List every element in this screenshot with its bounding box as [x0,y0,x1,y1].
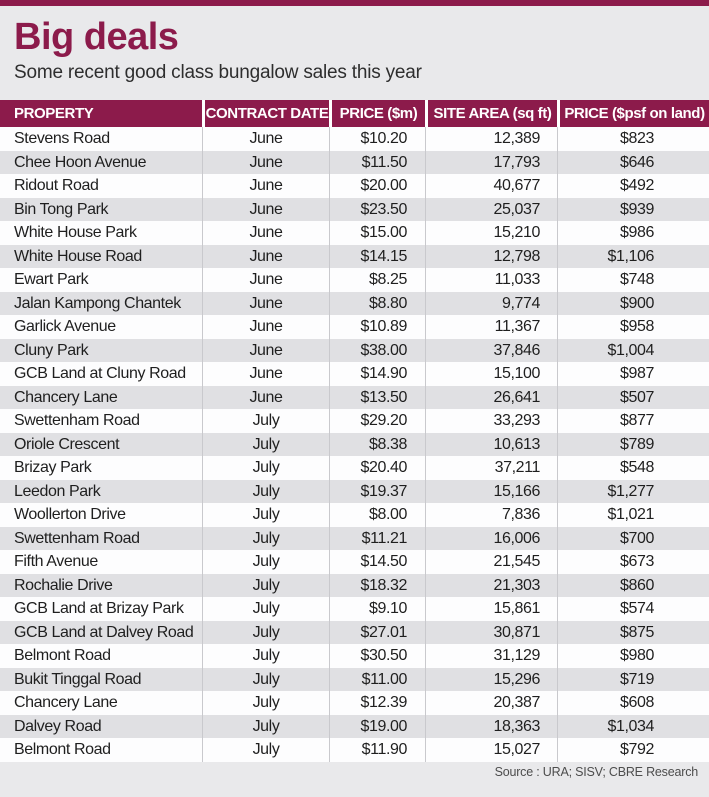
cell-site-area: 7,836 [425,503,557,527]
cell-price-m: $14.15 [329,245,425,269]
cell-site-area: 25,037 [425,198,557,222]
cell-site-area: 37,846 [425,339,557,363]
cell-site-area: 15,166 [425,480,557,504]
cell-property: Swettenham Road [14,412,140,429]
cell-site-area: 12,389 [425,127,557,151]
bungalow-sales-table [0,100,709,762]
cell-price-m: $14.90 [329,362,425,386]
cell-price-psf-on-land: $748 [557,268,709,292]
cell-price-m: $38.00 [329,339,425,363]
cell-price-psf-on-land: $492 [557,174,709,198]
cell-contract-date: June [202,268,329,292]
cell-property: Ewart Park [14,271,89,288]
cell-contract-date: July [202,550,329,574]
cell-contract-date: July [202,409,329,433]
cell-property: Bukit Tinggal Road [14,670,142,688]
table-row [0,644,709,668]
table-row [0,715,709,739]
cell-contract-date: July [202,715,329,739]
cell-contract-date: June [202,198,329,222]
cell-price-m: $8.25 [329,268,425,292]
cell-price-psf-on-land: $646 [557,151,709,175]
cell-price-m: $19.00 [329,715,425,739]
cell-site-area: 26,641 [425,386,557,410]
cell-contract-date: July [202,691,329,715]
cell-contract-date: June [202,245,329,269]
cell-price-psf-on-land: $789 [557,433,709,457]
table-row [0,433,709,457]
cell-price-psf-on-land: $987 [557,362,709,386]
cell-contract-date: June [202,174,329,198]
cell-contract-date: June [202,315,329,339]
cell-price-m: $20.40 [329,456,425,480]
table-row [0,738,709,762]
cell-site-area: 15,861 [425,597,557,621]
table-row [0,621,709,645]
table-row [0,339,709,363]
table-row [0,691,709,715]
cell-price-m: $8.38 [329,433,425,457]
cell-price-m: $13.50 [329,386,425,410]
cell-price-m: $10.89 [329,315,425,339]
cell-property: Stevens Road [14,130,110,147]
cell-property: Oriole Crescent [14,435,120,453]
column-header-contract-date: CONTRACT DATE [202,100,329,127]
cell-price-psf-on-land: $1,034 [557,715,709,739]
table-row [0,550,709,574]
table-row [0,245,709,269]
cell-price-m: $23.50 [329,198,425,222]
cell-contract-date: July [202,621,329,645]
table-row [0,597,709,621]
cell-contract-date: July [202,644,329,668]
cell-property: Cluny Park [14,341,89,359]
cell-price-psf-on-land: $673 [557,550,709,574]
cell-site-area: 31,129 [425,644,557,668]
cell-property: Rochalie Drive [14,576,113,594]
cell-site-area: 16,006 [425,527,557,551]
page-title: Big deals [14,16,179,58]
cell-price-m: $27.01 [329,621,425,645]
cell-contract-date: June [202,339,329,363]
cell-site-area: 15,296 [425,668,557,692]
cell-site-area: 11,033 [425,268,557,292]
cell-property: Brizay Park [14,459,92,476]
cell-contract-date: July [202,738,329,762]
cell-site-area: 15,100 [425,362,557,386]
cell-price-psf-on-land: $700 [557,527,709,551]
cell-site-area: 21,545 [425,550,557,574]
cell-property: Jalan Kampong Chantek [14,294,181,312]
table-row [0,668,709,692]
cell-price-m: $14.50 [329,550,425,574]
table-body [0,127,709,762]
cell-site-area: 37,211 [425,456,557,480]
cell-site-area: 18,363 [425,715,557,739]
cell-contract-date: July [202,527,329,551]
cell-price-m: $29.20 [329,409,425,433]
cell-price-m: $18.32 [329,574,425,598]
cell-site-area: 33,293 [425,409,557,433]
cell-price-m: $9.10 [329,597,425,621]
cell-price-m: $12.39 [329,691,425,715]
cell-property: GCB Land at Dalvey Road [14,623,194,641]
cell-price-m: $8.80 [329,292,425,316]
column-header-price-m: PRICE ($m) [329,100,425,127]
cell-contract-date: July [202,574,329,598]
cell-price-m: $11.00 [329,668,425,692]
cell-price-psf-on-land: $1,004 [557,339,709,363]
table-row [0,221,709,245]
cell-property: Swettenham Road [14,529,140,547]
column-header-site-area: SITE AREA (sq ft) [425,100,557,127]
cell-price-psf-on-land: $608 [557,691,709,715]
cell-property: GCB Land at Brizay Park [14,600,184,617]
cell-site-area: 20,387 [425,691,557,715]
cell-property: GCB Land at Cluny Road [14,365,186,382]
cell-price-m: $30.50 [329,644,425,668]
cell-price-psf-on-land: $507 [557,386,709,410]
cell-price-m: $20.00 [329,174,425,198]
cell-contract-date: July [202,668,329,692]
cell-contract-date: June [202,362,329,386]
cell-property: Belmont Road [14,741,111,758]
cell-contract-date: July [202,597,329,621]
cell-site-area: 15,027 [425,738,557,762]
cell-contract-date: June [202,292,329,316]
cell-price-psf-on-land: $792 [557,738,709,762]
table-row [0,292,709,316]
cell-property: Belmont Road [14,647,111,664]
cell-site-area: 21,303 [425,574,557,598]
cell-property: Woollerton Drive [14,506,126,523]
cell-property: Chancery Lane [14,694,118,711]
cell-site-area: 11,367 [425,315,557,339]
cell-property: Bin Tong Park [14,200,109,218]
cell-contract-date: July [202,480,329,504]
table-row [0,409,709,433]
top-accent-bar [0,0,709,6]
cell-contract-date: July [202,503,329,527]
cell-site-area: 15,210 [425,221,557,245]
cell-price-m: $11.90 [329,738,425,762]
table-row [0,268,709,292]
cell-price-psf-on-land: $900 [557,292,709,316]
table-row [0,503,709,527]
cell-price-m: $10.20 [329,127,425,151]
cell-price-psf-on-land: $860 [557,574,709,598]
cell-contract-date: July [202,456,329,480]
cell-property: Chancery Lane [14,388,118,406]
cell-price-psf-on-land: $548 [557,456,709,480]
cell-property: White House Road [14,247,142,265]
cell-property: Garlick Avenue [14,318,116,335]
cell-price-m: $15.00 [329,221,425,245]
cell-property: Dalvey Road [14,717,102,735]
cell-price-psf-on-land: $1,021 [557,503,709,527]
cell-site-area: 9,774 [425,292,557,316]
cell-site-area: 10,613 [425,433,557,457]
table-header-row [0,100,709,127]
cell-price-psf-on-land: $980 [557,644,709,668]
table-row [0,574,709,598]
cell-site-area: 40,677 [425,174,557,198]
cell-price-psf-on-land: $958 [557,315,709,339]
cell-site-area: 12,798 [425,245,557,269]
cell-price-psf-on-land: $877 [557,409,709,433]
table-row [0,480,709,504]
cell-price-psf-on-land: $875 [557,621,709,645]
table-row [0,456,709,480]
cell-property: Chee Hoon Avenue [14,153,147,171]
column-header-property: PROPERTY [14,105,94,122]
table-row [0,315,709,339]
cell-contract-date: June [202,221,329,245]
source-note: Source : URA; SISV; CBRE Research [494,765,698,779]
cell-property: Ridout Road [14,177,99,194]
cell-property: Leedon Park [14,482,101,500]
column-header-price-psf-on-land: PRICE ($psf on land) [557,100,709,127]
cell-price-m: $11.50 [329,151,425,175]
cell-price-m: $11.21 [329,527,425,551]
cell-price-psf-on-land: $719 [557,668,709,692]
table-row [0,127,709,151]
cell-site-area: 30,871 [425,621,557,645]
page-subtitle: Some recent good class bungalow sales this year [14,62,422,83]
cell-price-psf-on-land: $1,277 [557,480,709,504]
table-row [0,386,709,410]
cell-contract-date: June [202,151,329,175]
cell-contract-date: June [202,386,329,410]
cell-site-area: 17,793 [425,151,557,175]
cell-price-m: $19.37 [329,480,425,504]
cell-price-psf-on-land: $574 [557,597,709,621]
cell-price-psf-on-land: $986 [557,221,709,245]
cell-price-psf-on-land: $823 [557,127,709,151]
table-row [0,362,709,386]
cell-contract-date: July [202,433,329,457]
table-row [0,198,709,222]
table-row [0,151,709,175]
table-row [0,174,709,198]
cell-property: Fifth Avenue [14,553,98,570]
cell-property: White House Park [14,224,137,241]
table-row [0,527,709,551]
cell-price-psf-on-land: $1,106 [557,245,709,269]
cell-contract-date: June [202,127,329,151]
cell-price-psf-on-land: $939 [557,198,709,222]
cell-price-m: $8.00 [329,503,425,527]
